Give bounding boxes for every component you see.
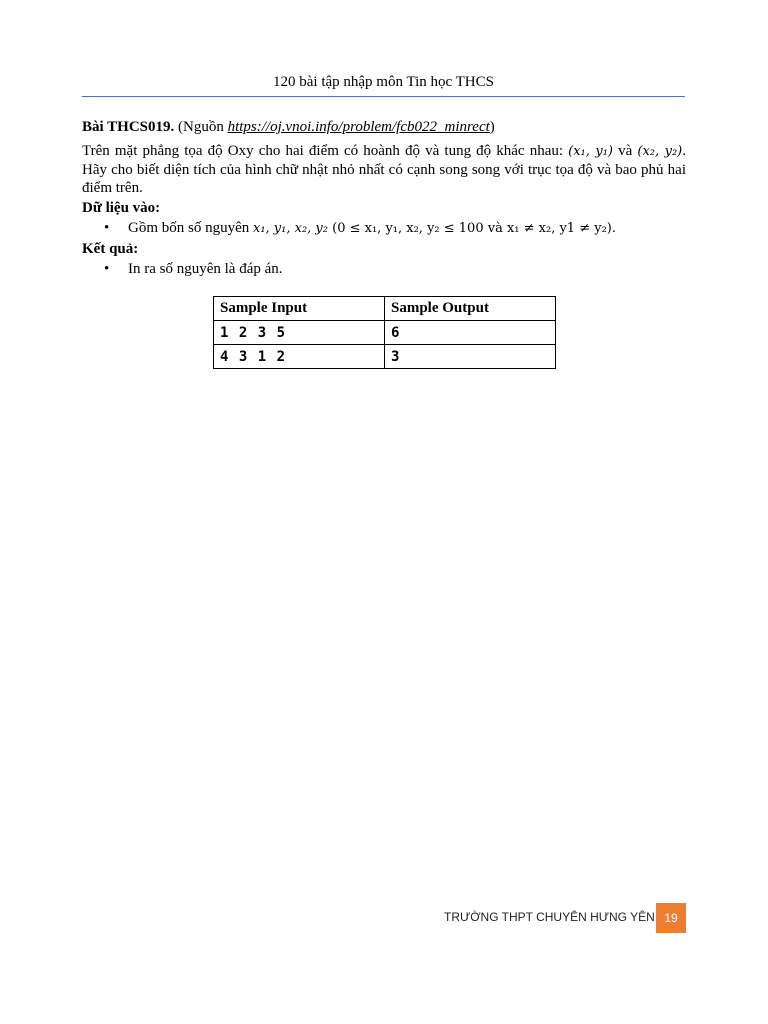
point-1: (x₁, y₁): [568, 144, 613, 159]
problem-content: [82, 118, 686, 280]
input-vars: x₁, y₁, x₂, y₂: [253, 221, 328, 236]
sample-table: [213, 296, 556, 369]
sample-input-cell: 4 3 1 2: [214, 345, 385, 369]
sample-output-header: Sample Output: [385, 297, 556, 321]
sample-table-header: [214, 297, 556, 321]
statement-and: và: [613, 143, 638, 159]
sample-output-cell: 6: [385, 321, 556, 345]
header-divider: [82, 96, 685, 97]
point-2: (x₂, y₂): [637, 144, 683, 159]
sample-input-header: Sample Input: [214, 297, 385, 321]
output-bullet: • In ra số nguyên là đáp án.: [82, 260, 686, 278]
input-heading: Dữ liệu vào:: [82, 200, 161, 216]
source-link[interactable]: https://oj.vnoi.info/problem/fcb022_minrect: [227, 119, 490, 135]
source-suffix: ): [489, 119, 495, 135]
source-prefix: (Nguồn: [178, 119, 228, 135]
input-bullet: [82, 219, 686, 238]
page-number: 19: [656, 903, 686, 933]
table-row: [214, 321, 556, 345]
statement-part-2: . Hãy cho biết diện tích của hình chữ nhật nhỏ nhất có cạnh song song với trục tọa độ và bao phủ hai điểm trên.: [82, 143, 686, 196]
sample-output-cell: 3: [385, 345, 556, 369]
problem-code: Bài THCS019.: [82, 119, 175, 135]
table-row: [214, 345, 556, 369]
problem-title-line: [82, 118, 686, 136]
footer-school-name: TRƯỜNG THPT CHUYÊN HƯNG YÊN: [444, 910, 655, 924]
input-constraint: (0 ≤ x₁, y₁, x₂, y₂ ≤ 100 và x₁ ≠ x₂, y1 ≠ y₂).: [328, 221, 616, 236]
statement-part-1: Trên mặt phẳng tọa độ Oxy cho hai điểm có hoành độ và tung độ khác nhau:: [82, 143, 569, 159]
input-bullet-text: Gồm bốn số nguyên: [128, 220, 253, 236]
sample-input-cell: 1 2 3 5: [214, 321, 385, 345]
output-heading: Kết quả:: [82, 241, 139, 257]
problem-statement: [82, 142, 686, 197]
page-header-title: 120 bài tập nhập môn Tin học THCS: [273, 74, 494, 90]
